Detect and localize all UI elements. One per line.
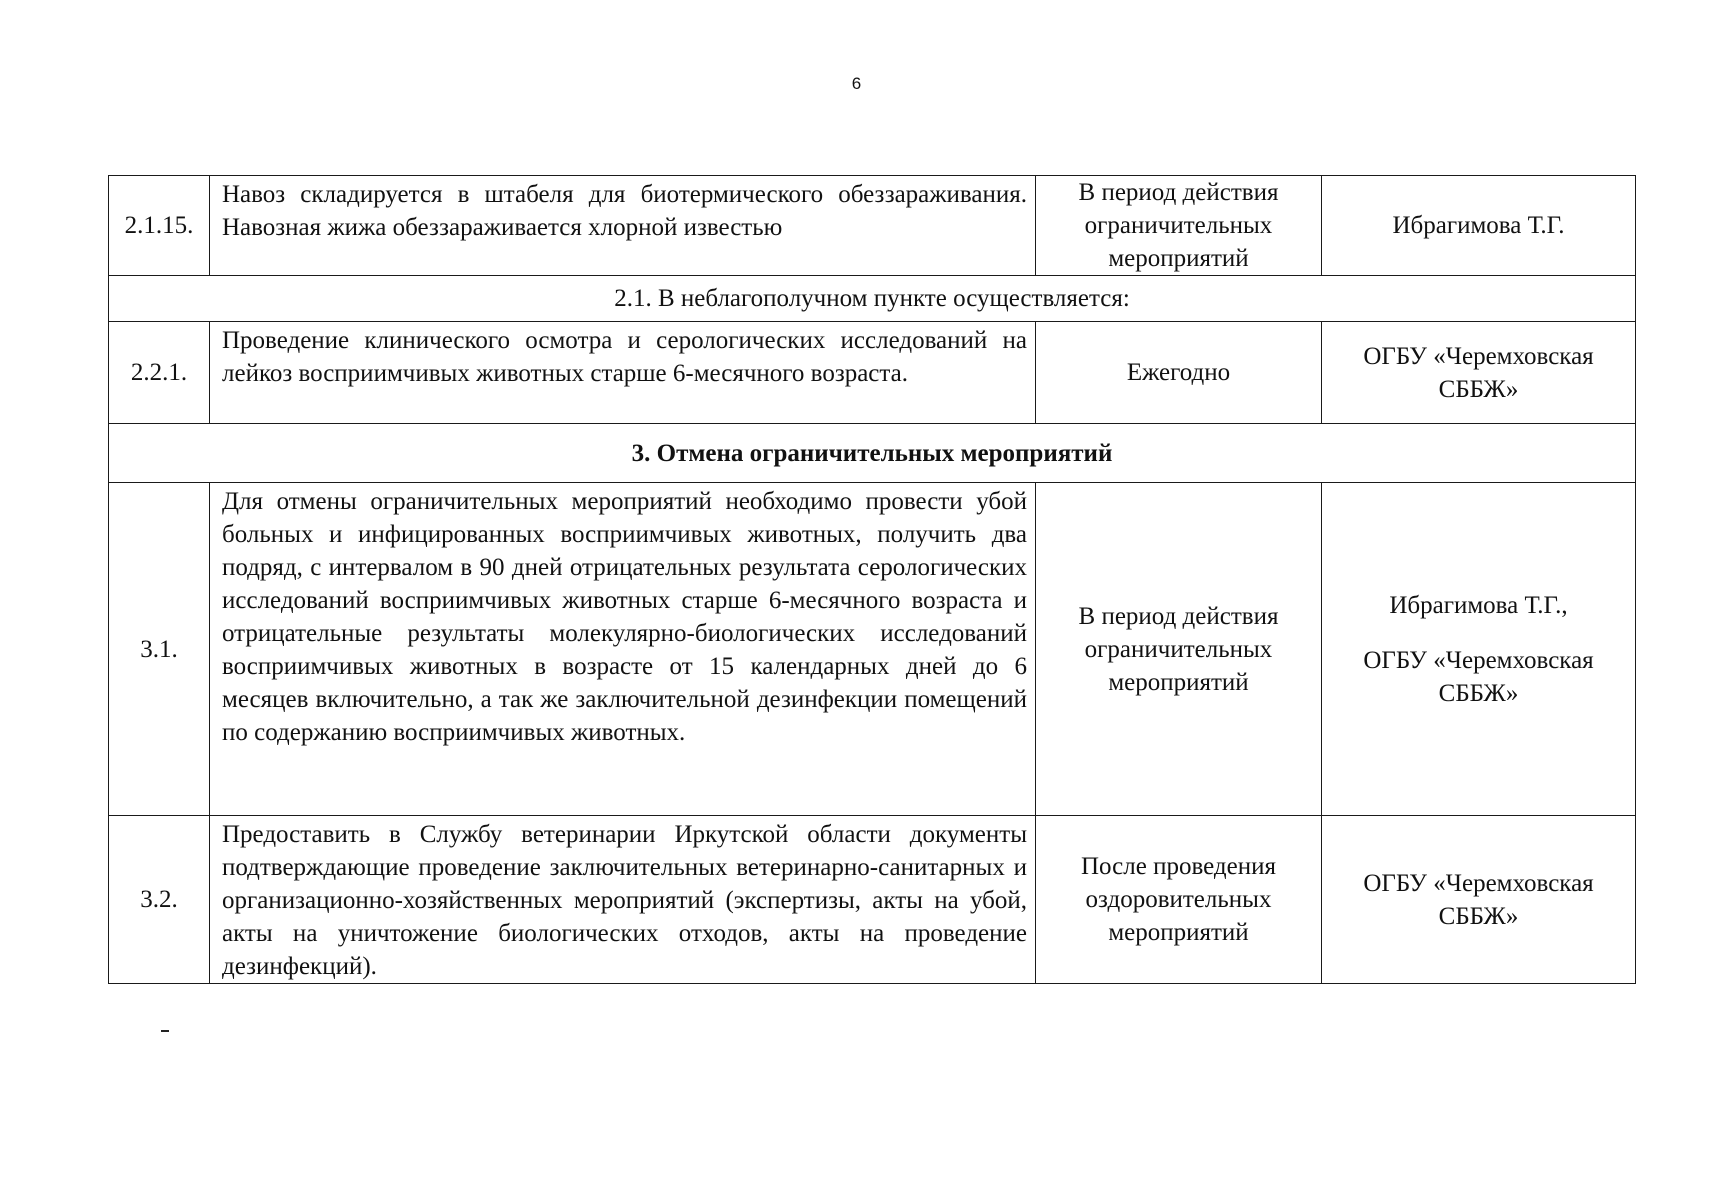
page-number: 6 [851, 74, 862, 93]
table-row [109, 176, 1636, 276]
measure-responsible: Ибрагимова Т.Г. [1322, 176, 1636, 276]
measure-responsible: ОГБУ «Черемховская СББЖ» [1322, 322, 1636, 424]
responsible-organization: ОГБУ «Черемховская СББЖ» [1363, 646, 1594, 707]
row-number: 3.2. [109, 816, 210, 984]
measure-responsible [1322, 483, 1636, 816]
table-row [109, 322, 1636, 424]
responsible-person: Ибрагимова Т.Г., [1389, 591, 1568, 619]
row-number: 2.1.15. [109, 176, 210, 276]
measure-term: Ежегодно [1036, 322, 1322, 424]
row-number: 2.2.1. [109, 322, 210, 424]
section-row [109, 424, 1636, 483]
row-number: 3.1. [109, 483, 210, 816]
measure-description: Проведение клинического осмотра и серологических исследований на лейкоз восприимчивых животных старше 6-месячного возраста. [210, 322, 1036, 424]
measure-description: Для отмены ограничительных мероприятий необходимо провести убой больных и инфицированных восприимчивых животных, получить два подряд, с интервалом в 90 дней отрицательных результата серологических исследований восприимчивых животных старше 6-месячного возраста и отрицательные результаты молекулярно-биологических исследований восприимчивых животных в возрасте от 15 календарных дней до 6 месяцев включительно, а так же заключительной дезинфекции помещений по содержанию восприимчивых животных. [210, 483, 1036, 816]
measures-table [108, 175, 1636, 984]
measure-term: В период действия ограничительных мероприятий [1036, 483, 1322, 816]
section-row [109, 276, 1636, 322]
section-heading: 2.1. В неблагополучном пункте осуществляется: [109, 276, 1636, 322]
measure-description: Предоставить в Службу ветеринарии Иркутской области документы подтверждающие проведение заключительных ветеринарно-санитарных и организационно-хозяйственных мероприятий (экспертизы, акты на убой, акты на уничтожение биологических отходов, акты на проведение дезинфекций). [210, 816, 1036, 984]
measure-responsible: ОГБУ «Черемховская СББЖ» [1322, 816, 1636, 984]
table-row [109, 483, 1636, 816]
table-row [109, 816, 1636, 984]
section-heading-bold: 3. Отмена ограничительных мероприятий [109, 424, 1636, 483]
measure-term: В период действия ограничительных мероприятий [1036, 176, 1322, 276]
stray-dash-mark [161, 1030, 169, 1032]
measure-term: После проведения оздоровительных мероприятий [1036, 816, 1322, 984]
spacer [1328, 622, 1629, 644]
measure-description: Навоз складируется в штабеля для биотермического обеззараживания. Навозная жижа обеззараживается хлорной известью [210, 176, 1036, 276]
